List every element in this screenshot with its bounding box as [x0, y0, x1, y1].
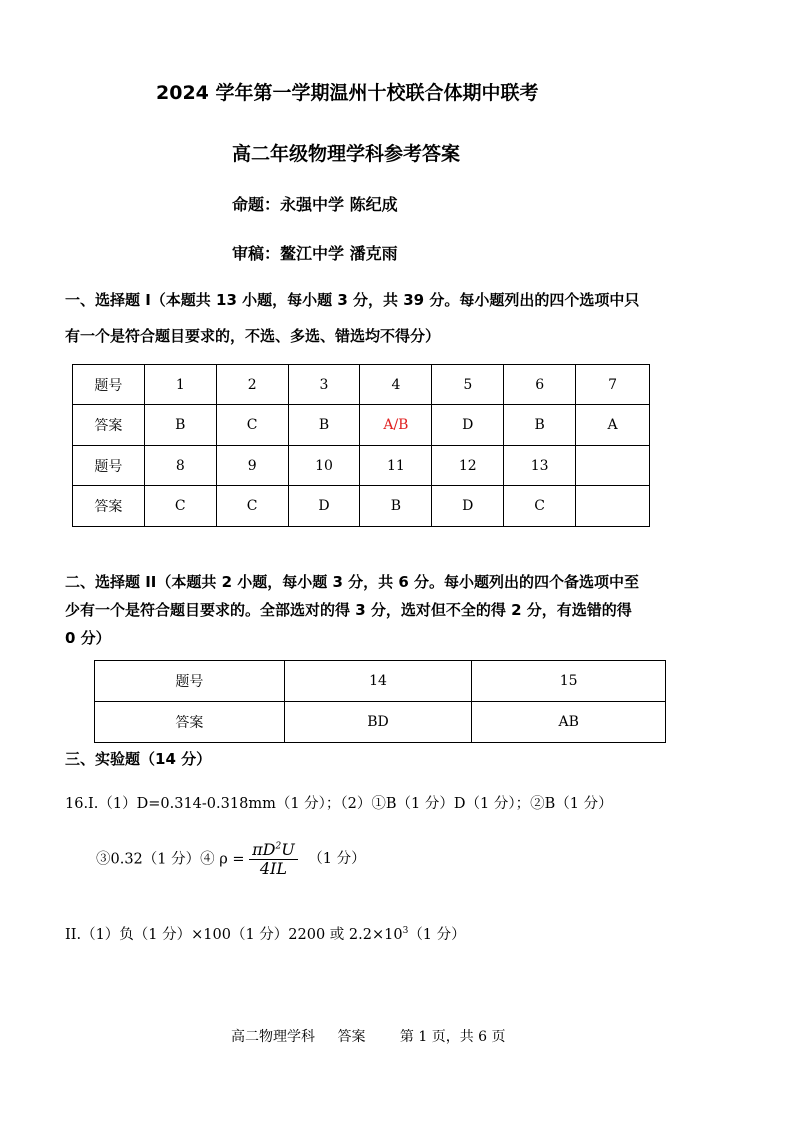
- number-cell: 1: [144, 365, 216, 405]
- section1-answer-table: [72, 364, 650, 527]
- number-label: 题号: [73, 365, 145, 405]
- number-cell: 13: [504, 446, 576, 486]
- number-cell: 6: [504, 365, 576, 405]
- number-cell: 7: [576, 365, 650, 405]
- number-label: 题号: [95, 661, 285, 702]
- number-cell: 3: [288, 365, 360, 405]
- reviewer-line: 审稿：鳌江中学 潘克雨: [232, 244, 398, 263]
- number-cell: 11: [360, 446, 432, 486]
- q16-part1-line2: [96, 842, 366, 877]
- answer-cell: C: [216, 486, 288, 527]
- answer-cell: A: [576, 405, 650, 446]
- section3-heading: 三、实验题（14 分）: [65, 750, 212, 768]
- answer-cell: C: [504, 486, 576, 527]
- author-line: 命题：永强中学 陈纪成: [232, 195, 398, 214]
- answer-cell: AB: [472, 702, 666, 743]
- answer-label: 答案: [73, 405, 145, 446]
- table-row: [73, 446, 650, 486]
- number-cell: 14: [284, 661, 472, 702]
- resistivity-formula: [249, 842, 298, 877]
- number-cell: 12: [432, 446, 504, 486]
- number-cell: 15: [472, 661, 666, 702]
- q16-line2-suffix: （1 分）: [308, 851, 366, 868]
- answer-cell: C: [216, 405, 288, 446]
- answer-cell: [576, 486, 650, 527]
- document-subtitle: 高二年级物理学科参考答案: [232, 143, 461, 165]
- section1-heading-line1: 一、选择题 I（本题共 13 小题，每小题 3 分，共 39 分。每小题列出的四个选项中只: [65, 291, 640, 309]
- document-title: 2024 学年第一学期温州十校联合体期中联考: [156, 82, 539, 104]
- answer-cell: D: [432, 405, 504, 446]
- table-row: [73, 486, 650, 527]
- table-row: [95, 702, 666, 743]
- answer-cell: B: [144, 405, 216, 446]
- answer-label: 答案: [73, 486, 145, 527]
- number-cell: [576, 446, 650, 486]
- number-cell: 2: [216, 365, 288, 405]
- section2-heading-line3: 0 分）: [65, 629, 111, 647]
- number-cell: 9: [216, 446, 288, 486]
- section2-heading-line2: 少有一个是符合题目要求的。全部选对的得 3 分，选对但不全的得 2 分，有选错的得: [65, 601, 632, 619]
- answer-cell-highlighted: A/B: [360, 405, 432, 446]
- q16-line2-prefix: ③0.32（1 分）④ ρ =: [96, 851, 245, 868]
- answer-cell: D: [288, 486, 360, 527]
- answer-cell: C: [144, 486, 216, 527]
- table-row: [95, 661, 666, 702]
- number-cell: 4: [360, 365, 432, 405]
- section1-heading-line2: 有一个是符合题目要求的，不选、多选、错选均不得分）: [65, 327, 441, 345]
- number-label: 题号: [73, 446, 145, 486]
- number-cell: 10: [288, 446, 360, 486]
- answer-cell: B: [288, 405, 360, 446]
- answer-cell: B: [504, 405, 576, 446]
- page-footer: [231, 1026, 506, 1046]
- answer-label: 答案: [95, 702, 285, 743]
- q16-part1-line1: 16.I.（1）D=0.314-0.318mm（1 分）；（2）①B（1 分）D（1 分）；②B（1 分）: [65, 796, 613, 812]
- number-cell: 8: [144, 446, 216, 486]
- section2-heading-line1: 二、选择题 II（本题共 2 小题，每小题 3 分，共 6 分。每小题列出的四个备选项中至: [65, 573, 640, 591]
- q16-part2-line: II.（1）负（1 分）×100（1 分）2200 或 $2.2\times 10^3(1$ 分）: [65, 926, 466, 943]
- number-cell: 5: [432, 365, 504, 405]
- answer-cell: BD: [284, 702, 472, 743]
- table-row: [73, 365, 650, 405]
- answer-cell: D: [432, 486, 504, 527]
- table-row: [73, 405, 650, 446]
- formula-denominator: 4IL: [259, 859, 287, 878]
- footer-subject: 高二物理学科: [231, 1029, 315, 1045]
- answer-cell: B: [360, 486, 432, 527]
- section2-answer-table: [94, 660, 666, 743]
- footer-page-info: 第 1 页，共 6 页: [399, 1029, 506, 1045]
- formula-numerator: $\pi D^2U$: [249, 842, 298, 860]
- footer-doc-type: 答案: [337, 1029, 366, 1045]
